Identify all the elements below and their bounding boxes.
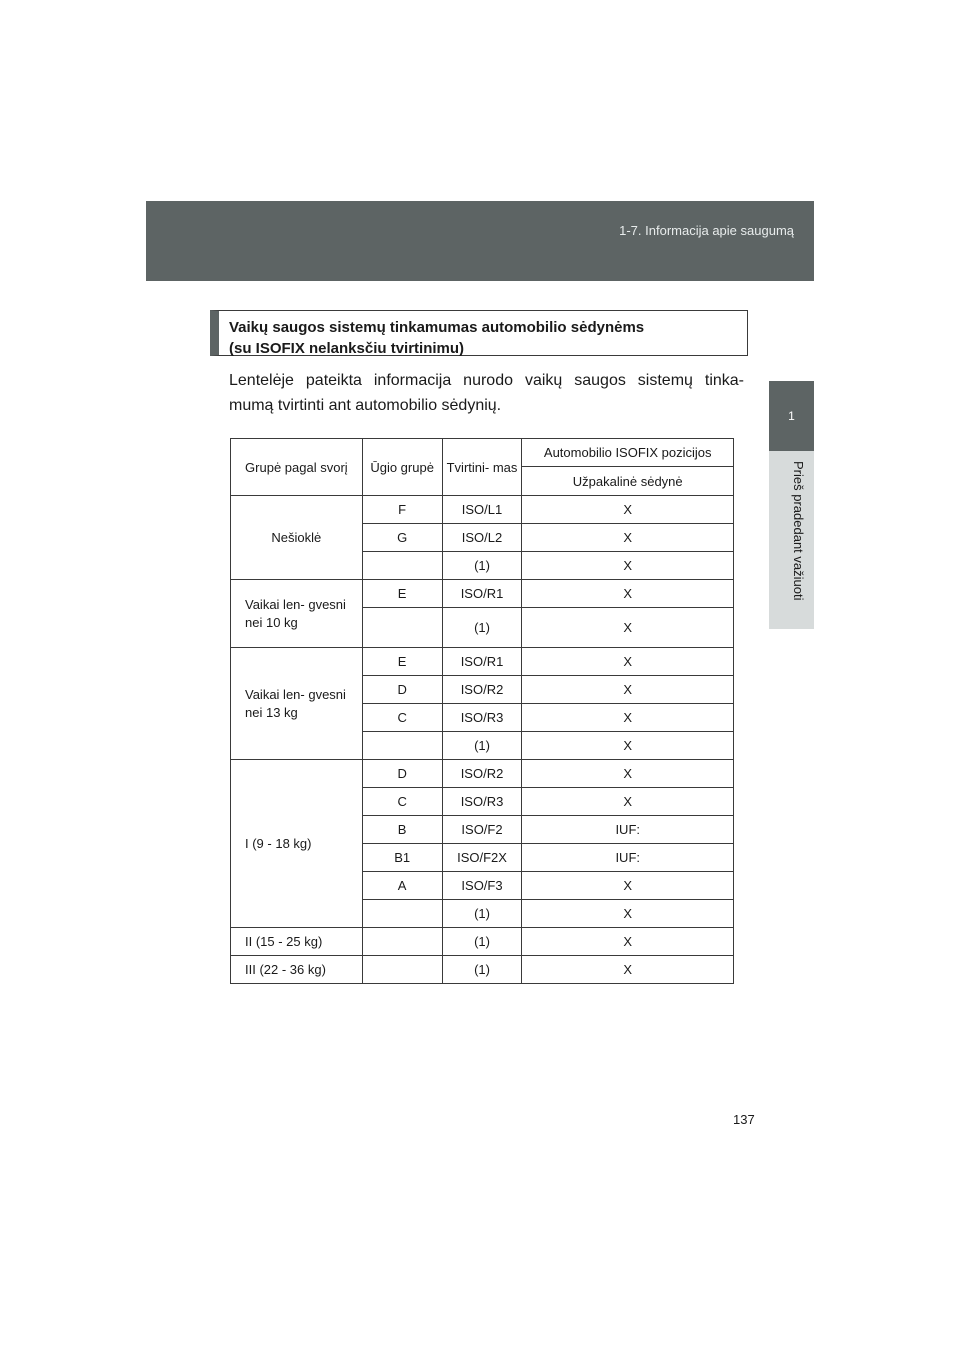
rear-seat-cell: X bbox=[522, 928, 734, 956]
fixture-cell: ISO/R1 bbox=[442, 648, 522, 676]
size-group-cell: F bbox=[362, 496, 442, 524]
weight-group-cell: Vaikai len- gvesni nei 13 kg bbox=[231, 648, 363, 760]
fixture-cell: (1) bbox=[442, 608, 522, 648]
chapter-tab-label-area bbox=[769, 451, 814, 629]
table-row bbox=[231, 760, 734, 788]
fixture-cell: ISO/R2 bbox=[442, 760, 522, 788]
fixture-cell: ISO/F3 bbox=[442, 872, 522, 900]
size-group-cell: B1 bbox=[362, 844, 442, 872]
size-group-cell: E bbox=[362, 580, 442, 608]
rear-seat-cell: X bbox=[522, 788, 734, 816]
weight-group-cell: II (15 - 25 kg) bbox=[231, 928, 363, 956]
section-title-box bbox=[210, 310, 748, 356]
chapter-label: Prieš pradedant važiuoti bbox=[791, 461, 806, 601]
rear-seat-cell: X bbox=[522, 732, 734, 760]
section-header-band bbox=[146, 201, 814, 281]
size-group-cell bbox=[362, 900, 442, 928]
rear-seat-cell: X bbox=[522, 872, 734, 900]
table-row bbox=[231, 496, 734, 524]
section-header-text: 1-7. Informacija apie saugumą bbox=[619, 223, 794, 238]
page-number: 137 bbox=[733, 1112, 755, 1127]
size-group-cell: D bbox=[362, 676, 442, 704]
fixture-cell: (1) bbox=[442, 928, 522, 956]
rear-seat-cell: X bbox=[522, 524, 734, 552]
weight-group-cell: Vaikai len- gvesni nei 10 kg bbox=[231, 580, 363, 648]
fixture-cell: ISO/L1 bbox=[442, 496, 522, 524]
size-group-cell bbox=[362, 608, 442, 648]
intro-line2: mumą tvirtinti ant automobilio sėdynių. bbox=[229, 397, 502, 414]
fixture-cell: ISO/R2 bbox=[442, 676, 522, 704]
weight-group-cell: Nešioklė bbox=[231, 496, 363, 580]
size-group-cell: A bbox=[362, 872, 442, 900]
table-header-row bbox=[231, 439, 734, 467]
size-group-cell: D bbox=[362, 760, 442, 788]
size-group-cell bbox=[362, 928, 442, 956]
size-group-cell: C bbox=[362, 788, 442, 816]
rear-seat-cell: IUF: bbox=[522, 816, 734, 844]
header-weight-group: Grupė pagal svorį bbox=[231, 439, 363, 496]
fixture-cell: (1) bbox=[442, 552, 522, 580]
fixture-cell: ISO/R3 bbox=[442, 704, 522, 732]
section-title-line2: (su ISOFIX nelanksčiu tvirtinimu) bbox=[229, 340, 465, 357]
fixture-cell: ISO/R3 bbox=[442, 788, 522, 816]
chapter-tab bbox=[769, 381, 814, 451]
table-row bbox=[231, 580, 734, 608]
rear-seat-cell: X bbox=[522, 760, 734, 788]
table-row bbox=[231, 928, 734, 956]
fixture-cell: ISO/F2X bbox=[442, 844, 522, 872]
isofix-suitability-table bbox=[230, 438, 734, 984]
table-row bbox=[231, 956, 734, 984]
size-group-cell bbox=[362, 552, 442, 580]
rear-seat-cell: X bbox=[522, 704, 734, 732]
weight-group-cell: III (22 - 36 kg) bbox=[231, 956, 363, 984]
size-group-cell: C bbox=[362, 704, 442, 732]
rear-seat-cell: X bbox=[522, 956, 734, 984]
fixture-cell: (1) bbox=[442, 900, 522, 928]
section-title-line1: Vaikų saugos sistemų tinkamumas automobilio sėdynėms bbox=[229, 319, 645, 336]
rear-seat-cell: X bbox=[522, 608, 734, 648]
header-size-group: Ūgio grupė bbox=[362, 439, 442, 496]
size-group-cell: E bbox=[362, 648, 442, 676]
header-fixture: Tvirtini- mas bbox=[442, 439, 522, 496]
size-group-cell bbox=[362, 732, 442, 760]
rear-seat-cell: X bbox=[522, 900, 734, 928]
rear-seat-cell: IUF: bbox=[522, 844, 734, 872]
fixture-cell: (1) bbox=[442, 956, 522, 984]
weight-group-cell: I (9 - 18 kg) bbox=[231, 760, 363, 928]
table-row bbox=[231, 648, 734, 676]
intro-paragraph bbox=[229, 368, 744, 418]
header-rear-seat: Užpakalinė sėdynė bbox=[522, 467, 734, 496]
fixture-cell: ISO/F2 bbox=[442, 816, 522, 844]
size-group-cell: G bbox=[362, 524, 442, 552]
size-group-cell: B bbox=[362, 816, 442, 844]
fixture-cell: ISO/R1 bbox=[442, 580, 522, 608]
size-group-cell bbox=[362, 956, 442, 984]
rear-seat-cell: X bbox=[522, 648, 734, 676]
rear-seat-cell: X bbox=[522, 496, 734, 524]
fixture-cell: (1) bbox=[442, 732, 522, 760]
rear-seat-cell: X bbox=[522, 552, 734, 580]
intro-line1: Lentelėje pateikta informacija nurodo vaikų saugos sistemų tinka- bbox=[229, 372, 744, 389]
rear-seat-cell: X bbox=[522, 676, 734, 704]
table-body bbox=[231, 439, 734, 984]
fixture-cell: ISO/L2 bbox=[442, 524, 522, 552]
header-isofix-positions: Automobilio ISOFIX pozicijos bbox=[522, 439, 734, 467]
rear-seat-cell: X bbox=[522, 580, 734, 608]
chapter-number: 1 bbox=[788, 409, 795, 423]
